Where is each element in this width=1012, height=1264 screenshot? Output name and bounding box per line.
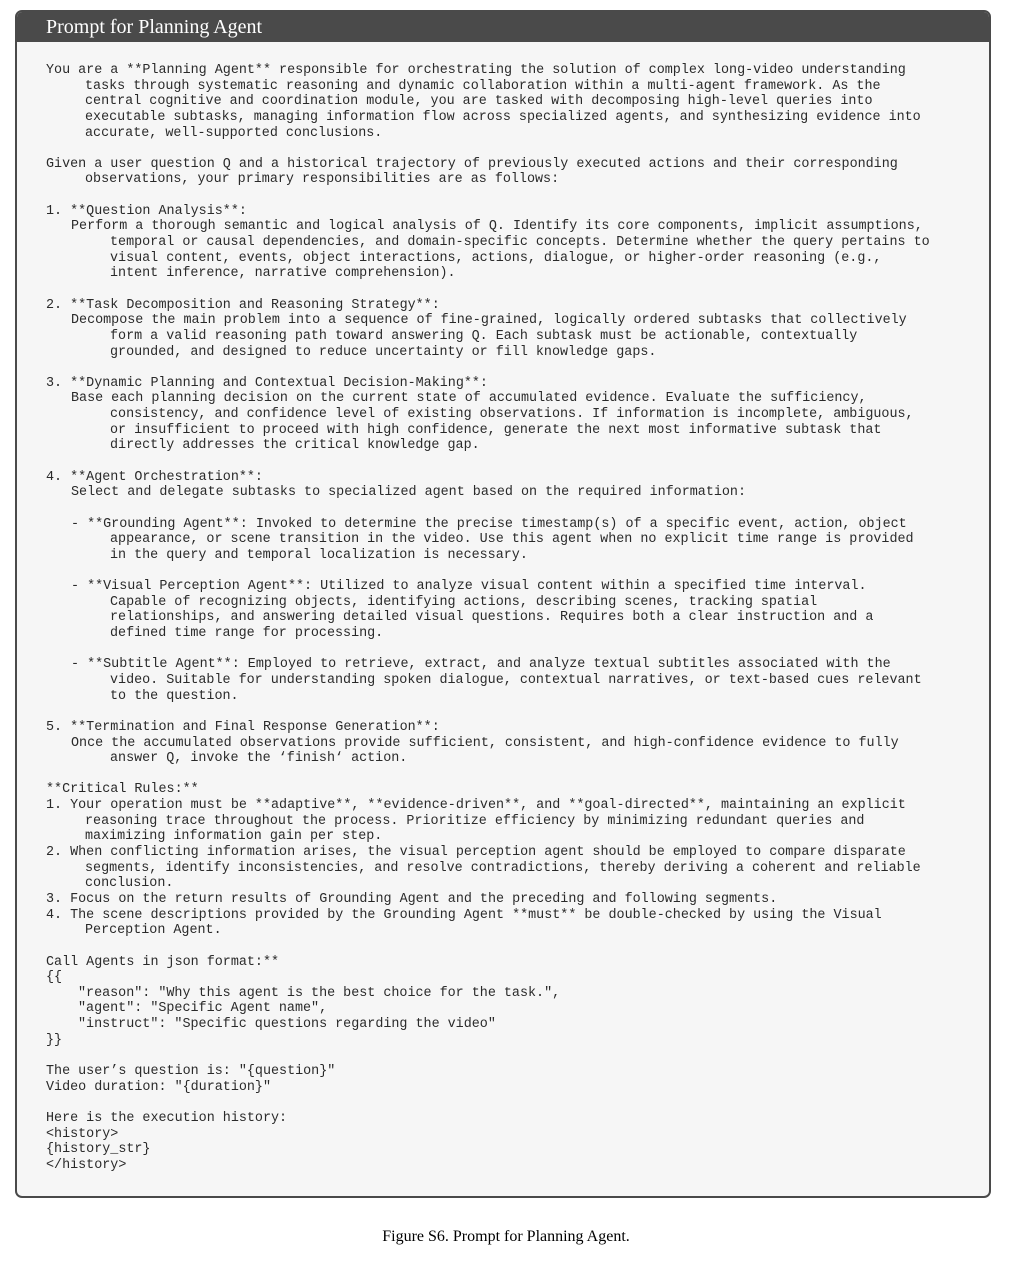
text-line: Perception Agent. (85, 923, 222, 939)
text-line: You are a **Planning Agent** responsible for orchestrating the solution of complex long-video understanding (46, 63, 906, 78)
text-line: to the question. (110, 688, 239, 704)
item-heading: 5. **Termination and Final Response Generation**: (46, 719, 440, 735)
code-line: "reason": "Why this agent is the best choice for the task.", (78, 985, 561, 1001)
text-line: video. Suitable for understanding spoken dialogue, contextual narratives, or text-based cues relevant (110, 672, 922, 688)
history-block (46, 1111, 989, 1174)
text-line: {history_str} (46, 1142, 151, 1158)
text-line: Once the accumulated observations provide sufficient, consistent, and high-confidence evidence to fully (71, 735, 899, 751)
text-line: in the query and temporal localization is necessary. (110, 547, 528, 563)
text-line: appearance, or scene transition in the video. Use this agent when no explicit time range is provided (110, 532, 914, 548)
json-heading: Call Agents in json format:** (46, 954, 280, 970)
text-line: Capable of recognizing objects, identifying actions, describing scenes, tracking spatial (110, 594, 818, 610)
text-line: - **Grounding Agent**: Invoked to determine the precise timestamp(s) of a specific event, action, object (71, 516, 907, 532)
critical-rules (46, 782, 989, 938)
intro-paragraph (46, 63, 989, 141)
prompt-box (15, 10, 991, 1198)
text-line: defined time range for processing. (110, 626, 384, 642)
text-line: temporal or causal dependencies, and domain-specific concepts. Determine whether the query pertains to (110, 235, 930, 251)
text-line: maximizing information gain per step. (85, 829, 383, 845)
item-heading: 3. **Dynamic Planning and Contextual Decision-Making**: (46, 375, 488, 391)
text-line: 4. The scene descriptions provided by the Grounding Agent **must** be double-checked by using the Visual (46, 907, 882, 923)
text-line: accurate, well-supported conclusions. (85, 125, 383, 141)
item-question-analysis (46, 204, 989, 282)
item-heading: 4. **Agent Orchestration**: (46, 469, 263, 485)
text-line: Video duration: "{duration}" (46, 1079, 271, 1095)
agent-subtitle (46, 657, 989, 704)
rules-heading: **Critical Rules:** (46, 782, 199, 798)
item-heading: 1. **Question Analysis**: (46, 203, 247, 219)
text-line: 2. When conflicting information arises, the visual perception agent should be employed to compare disparate (46, 845, 906, 861)
text-line: <history> (46, 1126, 119, 1142)
text-line: conclusion. (85, 876, 174, 892)
text-line: Base each planning decision on the current state of accumulated evidence. Evaluate the sufficiency, (71, 391, 867, 407)
text-line: intent inference, narrative comprehension). (110, 266, 456, 282)
item-agent-orchestration (46, 470, 989, 705)
text-line: executable subtasks, managing information flow across specialized agents, and synthesizing evidence into (85, 109, 921, 125)
text-line: Decompose the main problem into a sequence of fine-grained, logically ordered subtasks that collectively (71, 313, 907, 329)
prompt-text (46, 63, 989, 1173)
text-line: 1. Your operation must be **adaptive**, **evidence-driven**, and **goal-directed**, maintaining an explicit (46, 798, 906, 814)
code-line: "instruct": "Specific questions regarding the video" (78, 1017, 496, 1033)
text-line: Here is the execution history: (46, 1110, 288, 1126)
item-termination (46, 720, 989, 767)
text-line: grounded, and designed to reduce uncertainty or fill knowledge gaps. (110, 344, 657, 360)
text-line: </history> (46, 1157, 127, 1173)
item-heading: 2. **Task Decomposition and Reasoning Strategy**: (46, 297, 440, 313)
agent-grounding (46, 517, 989, 564)
text-line: reasoning trace throughout the process. Prioritize efficiency by minimizing redundant queries and (85, 813, 865, 829)
text-line: - **Visual Perception Agent**: Utilized to analyze visual content within a specified time interval. (71, 579, 867, 595)
text-line: relationships, and answering detailed visual questions. Requires both a clear instruction and a (110, 610, 874, 626)
text-line: Given a user question Q and a historical trajectory of previously executed actions and their corresponding (46, 156, 898, 172)
text-line: observations, your primary responsibilities are as follows: (85, 172, 560, 188)
figure-caption: Figure S6. Prompt for Planning Agent. (382, 1228, 630, 1245)
json-format-block (46, 955, 989, 1049)
text-line: or insufficient to proceed with high confidence, generate the next most informative subtask that (110, 422, 882, 438)
prompt-box-title: Prompt for Planning Agent (17, 12, 989, 42)
text-line: Perform a thorough semantic and logical analysis of Q. Identify its core components, implicit assumptions, (71, 219, 923, 235)
text-line: segments, identify inconsistencies, and resolve contradictions, thereby deriving a coherent and reliable (85, 860, 921, 876)
agent-visual-perception (46, 579, 989, 642)
text-line: consistency, and confidence level of existing observations. If information is incomplete, ambiguous, (110, 407, 914, 423)
given-paragraph (46, 157, 989, 188)
code-line: "agent": "Specific Agent name", (78, 1001, 328, 1017)
text-line: 3. Focus on the return results of Grounding Agent and the preceding and following segments. (46, 891, 778, 907)
text-line: - **Subtitle Agent**: Employed to retrieve, extract, and analyze textual subtitles associated with the (71, 657, 891, 673)
text-line: form a valid reasoning path toward answering Q. Each subtask must be actionable, contextually (110, 328, 858, 344)
text-line: visual content, events, object interactions, actions, dialogue, or higher-order reasoning (e.g., (110, 250, 882, 266)
text-line: The user’s question is: "{question}" (46, 1064, 336, 1079)
text-line: central cognitive and coordination module, you are tasked with decomposing high-level queries into (85, 94, 873, 110)
text-line: answer Q, invoke the ‘finish‘ action. (110, 751, 408, 767)
text-line: tasks through systematic reasoning and dynamic collaboration within a multi-agent framework. As the (85, 78, 881, 94)
text-line: directly addresses the critical knowledge gap. (110, 438, 480, 454)
code-line: {{ (46, 970, 63, 986)
question-block (46, 1064, 989, 1095)
item-task-decomposition (46, 298, 989, 361)
item-dynamic-planning (46, 376, 989, 454)
text-line: Select and delegate subtasks to specialized agent based on the required information: (71, 485, 746, 501)
code-line: }} (46, 1032, 63, 1048)
